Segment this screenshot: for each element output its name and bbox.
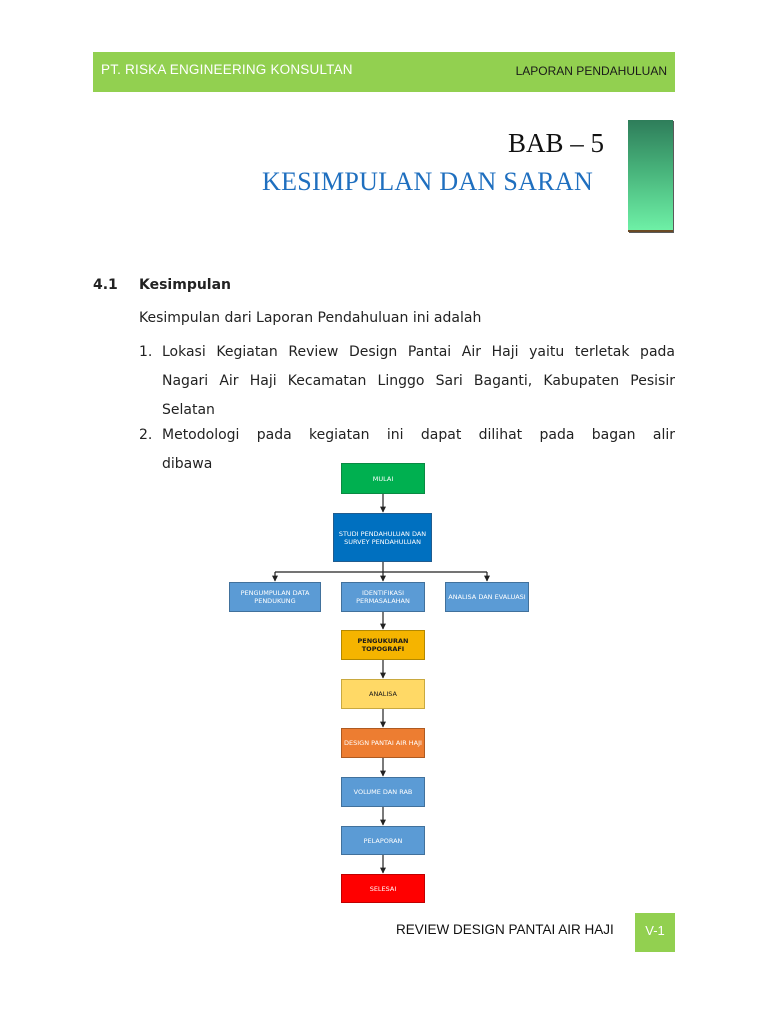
flow-analysis: ANALISA: [341, 679, 425, 709]
list-item-line: Selatan: [162, 402, 215, 418]
list-item-line: dibawa: [162, 456, 213, 472]
page-number: V-1: [645, 923, 665, 938]
flow-end: SELESAI: [341, 874, 425, 903]
flow-analysis-evaluation: ANALISA DAN EVALUASI: [445, 582, 529, 612]
flow-topographic-survey: PENGUKURAN TOPOGRAFI: [341, 630, 425, 660]
list-item-line: Metodologi pada kegiatan ini dapat dilihat pada bagan alir: [162, 427, 675, 443]
company-name: PT. RISKA ENGINEERING KONSULTAN: [101, 62, 353, 77]
footer-title: REVIEW DESIGN PANTAI AIR HAJI: [396, 922, 614, 937]
page-number-badge: [635, 913, 675, 952]
flow-data-collection: PENGUMPULAN DATA PENDUKUNG: [229, 582, 321, 612]
chapter-title: KESIMPULAN DAN SARAN: [262, 167, 594, 196]
section-title: Kesimpulan: [139, 277, 232, 293]
flow-preliminary-study: STUDI PENDAHULUAN DAN SURVEY PENDAHULUAN: [333, 513, 432, 562]
section-intro: Kesimpulan dari Laporan Pendahuluan ini adalah: [139, 310, 482, 326]
report-title: LAPORAN PENDAHULUAN: [515, 64, 667, 78]
flow-volume-budget: VOLUME DAN RAB: [341, 777, 425, 807]
chapter-number: BAB – 5: [508, 128, 605, 158]
list-item-line: Nagari Air Haji Kecamatan Linggo Sari Baganti, Kabupaten Pesisir: [162, 373, 675, 389]
section-number: 4.1: [93, 277, 118, 293]
list-item-line: Lokasi Kegiatan Review Design Pantai Air Haji yaitu terletak pada: [162, 344, 675, 360]
flow-problem-identification: IDENTIFIKASI PERMASALAHAN: [341, 582, 425, 612]
flow-design: DESIGN PANTAI AIR HAJI: [341, 728, 425, 758]
flow-start: MULAI: [341, 463, 425, 494]
list-item-number: 2.: [139, 427, 153, 443]
list-item-number: 1.: [139, 344, 153, 360]
flow-reporting: PELAPORAN: [341, 826, 425, 855]
